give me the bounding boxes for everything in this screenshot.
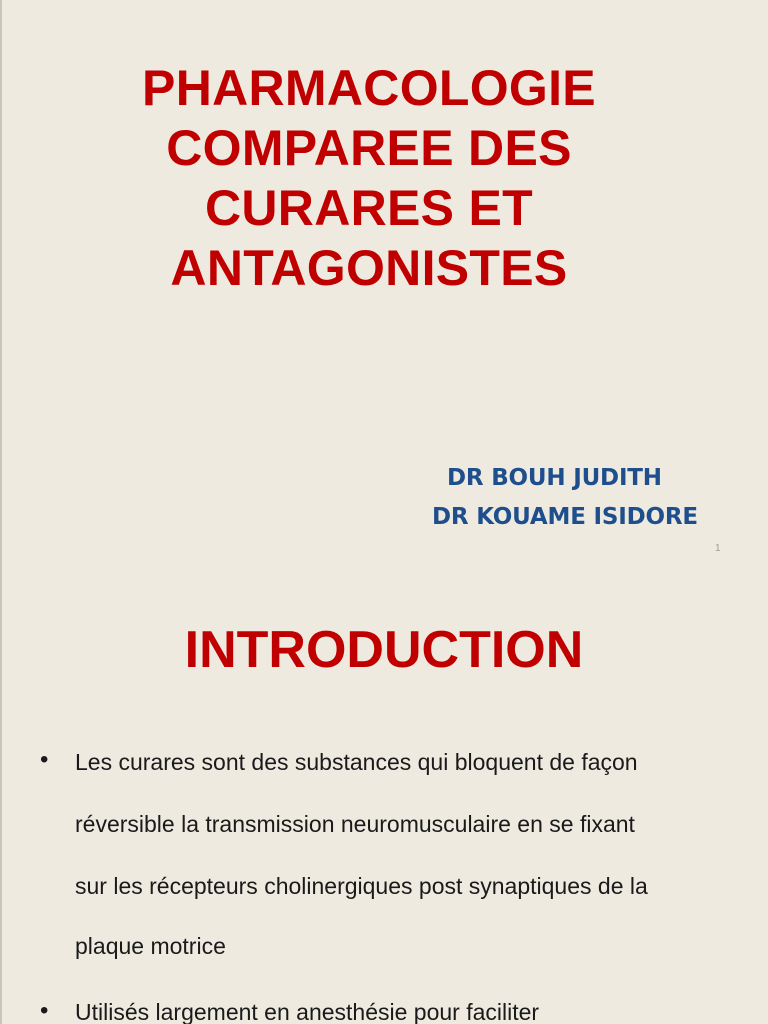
bullet-point-icon: • — [40, 997, 49, 1024]
bullet-text-line: plaque motrice — [75, 933, 226, 959]
bullet-text-line: sur les récepteurs cholinergiques post synaptiques de la — [75, 873, 648, 899]
bullet-point-icon: • — [40, 746, 49, 773]
bullet-text-line: Utilisés largement en anesthésie pour faciliter — [75, 999, 540, 1024]
section-heading: INTRODUCTION — [184, 621, 584, 679]
author-name: DR KOUAME ISIDORE — [432, 504, 698, 530]
slide-title — [0, 58, 738, 298]
bullet-text-line: Les curares sont des substances qui bloquent de façon — [75, 749, 638, 775]
slide-title-line: CURARES ET — [204, 180, 534, 236]
page-number: 1 — [715, 543, 721, 554]
author-name: DR BOUH JUDITH — [447, 465, 662, 491]
slide-title-line: ANTAGONISTES — [170, 240, 568, 296]
bullet-text-line: réversible la transmission neuromusculaire en se fixant — [75, 811, 635, 837]
slide-title-line: PHARMACOLOGIE — [142, 60, 596, 116]
slide-title-line: COMPAREE DES — [166, 120, 572, 176]
